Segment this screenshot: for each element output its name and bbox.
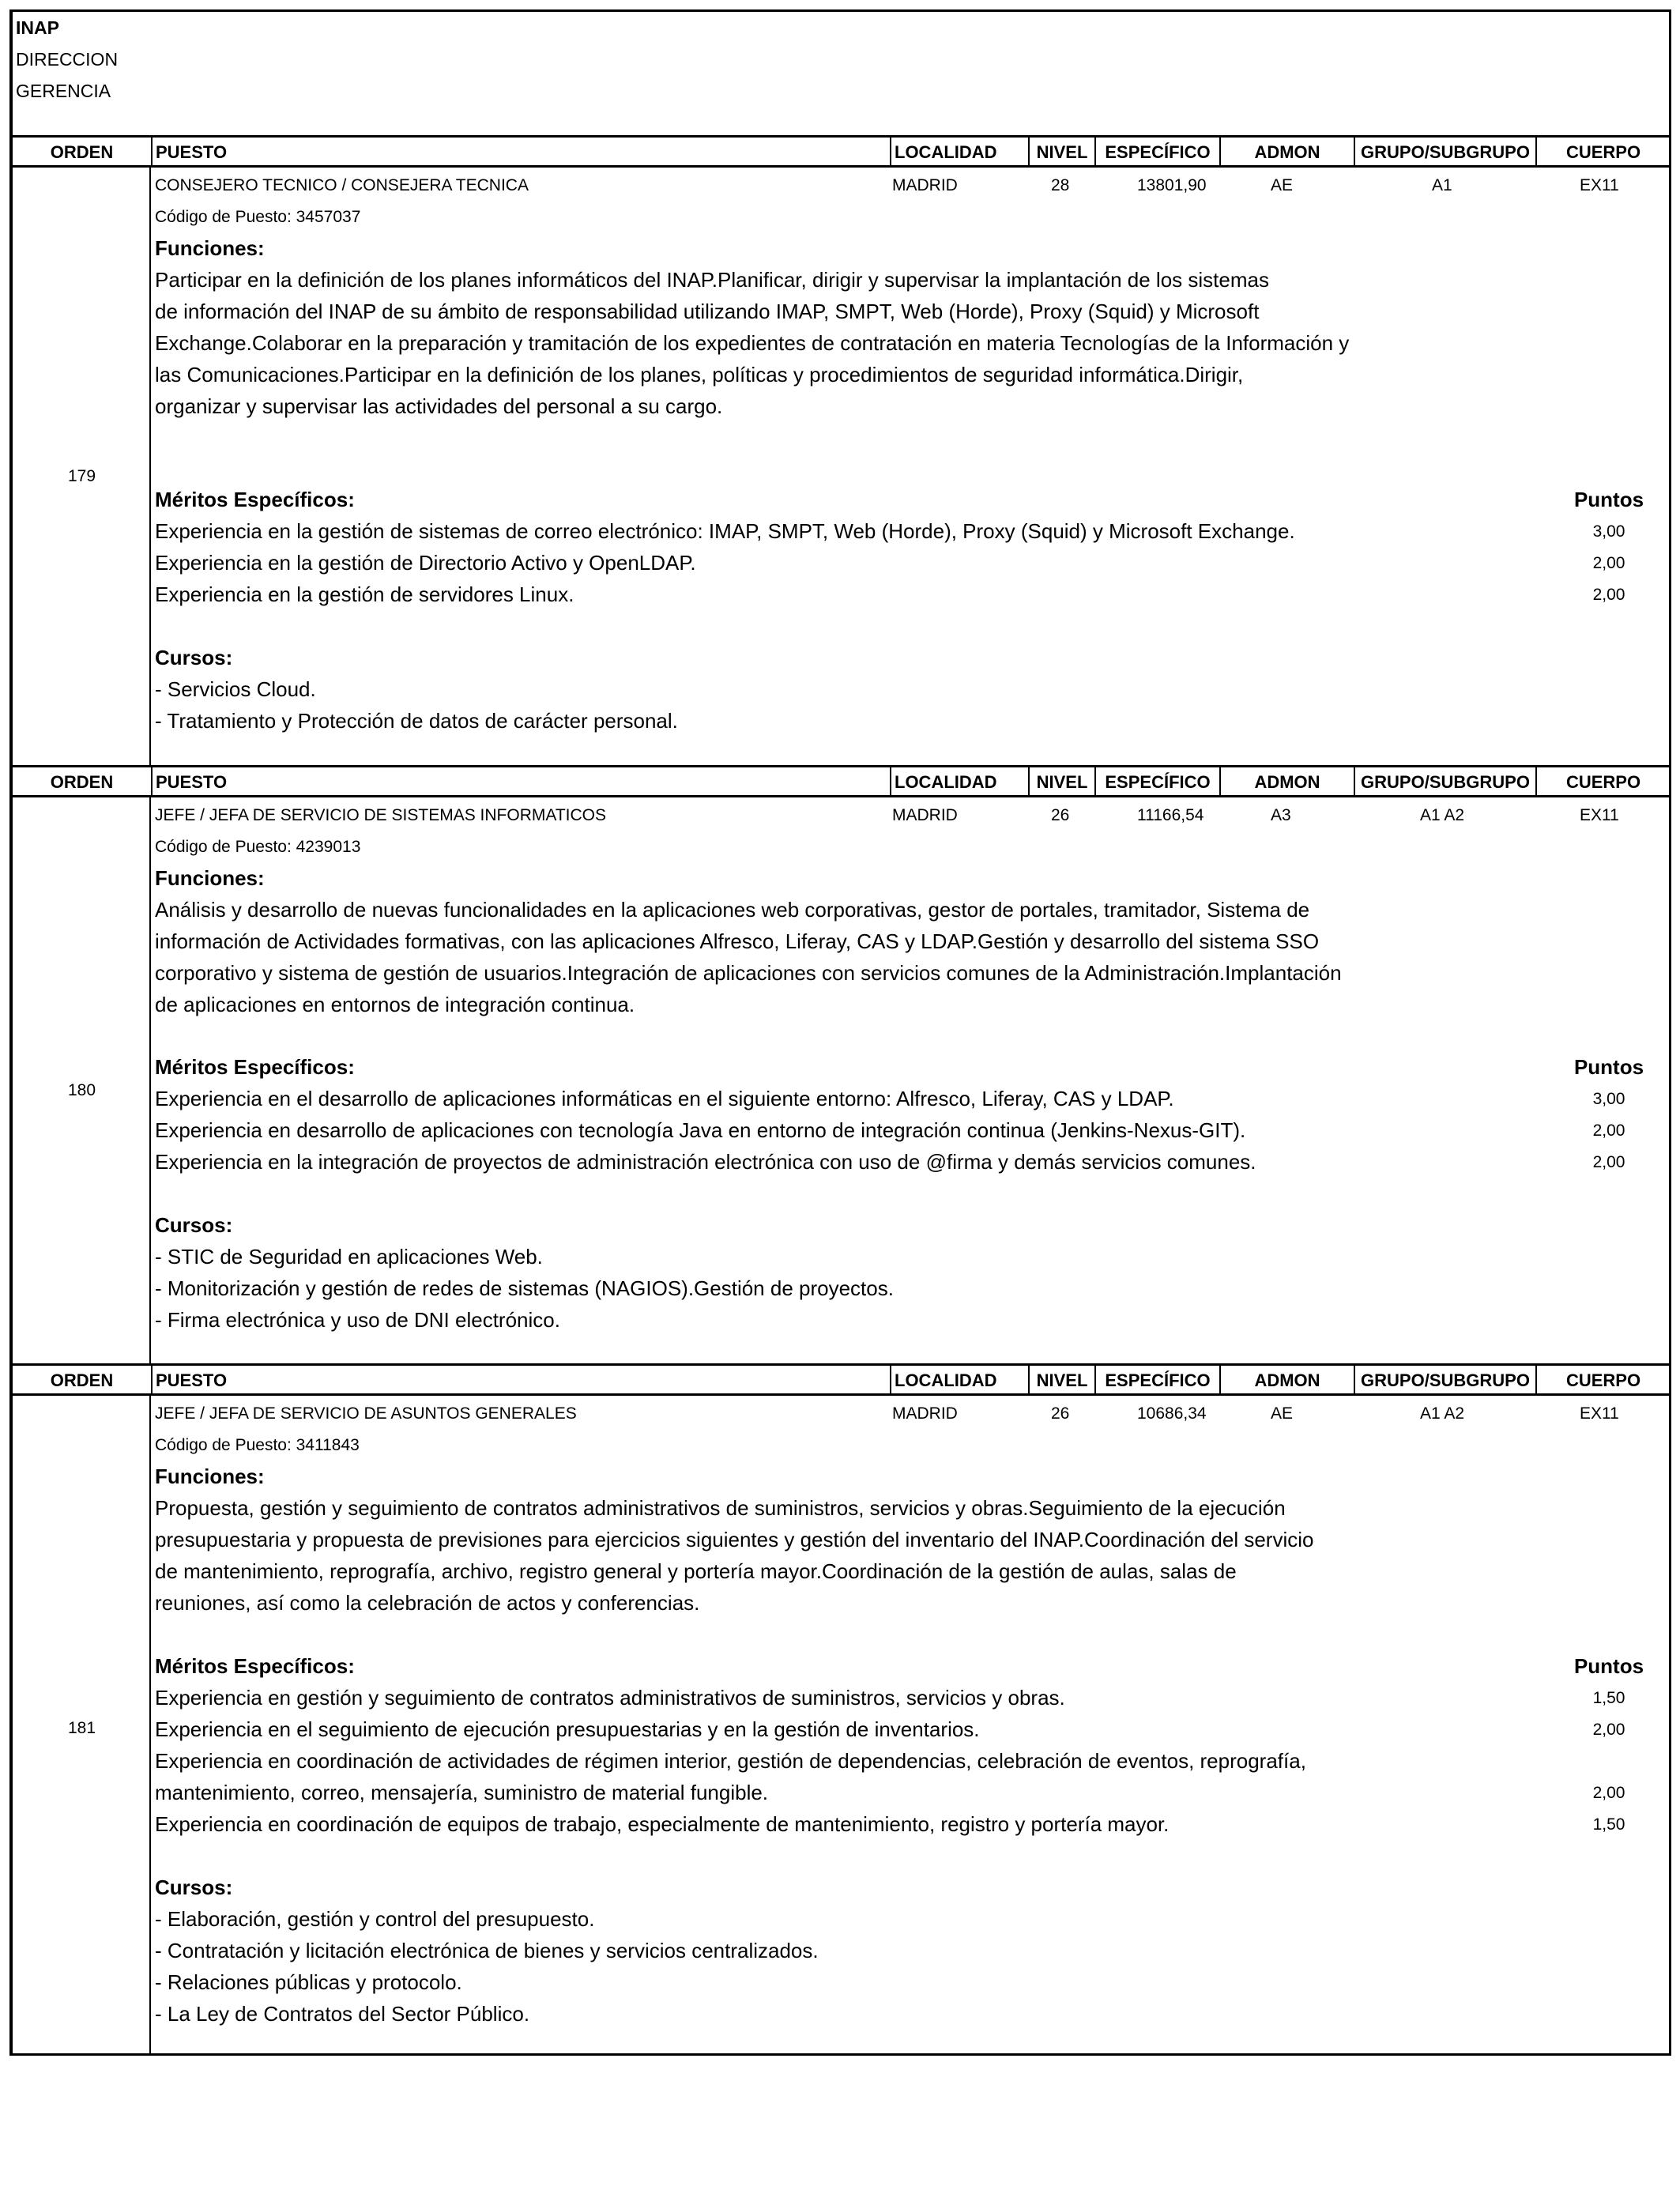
header-grupo: GRUPO/SUBGRUPO: [1354, 138, 1535, 165]
curso-item: - Monitorización y gestión de redes de sistemas (NAGIOS).Gestión de proyectos.: [155, 1276, 894, 1300]
header-orden: ORDEN: [50, 772, 114, 792]
localidad: MADRID: [892, 1404, 958, 1423]
curso-item: - Relaciones públicas y protocolo.: [155, 1970, 462, 1994]
org-name: INAP: [16, 17, 59, 38]
column-header-row: [13, 1363, 1669, 1396]
merito-text: Experiencia en gestión y seguimiento de contratos administrativos de suministros, servicios y obras.: [155, 1686, 1065, 1710]
merito-text: mantenimiento, correo, mensajería, suministro de material fungible.: [155, 1781, 769, 1804]
cursos-label: Cursos:: [155, 646, 233, 669]
funciones-line: Análisis y desarrollo de nuevas funcionalidades en la aplicaciones web corporativas, gestor de portales, tramitador, Sistema de: [155, 898, 1310, 922]
orden-number: 181: [67, 1719, 96, 1737]
column-header-row: [13, 765, 1669, 797]
funciones-line: información de Actividades formativas, con las aplicaciones Alfresco, Liferay, CAS y LDAP.Gestión y desarrollo del sistema SSO: [155, 929, 1320, 953]
column-header-row: [13, 135, 1669, 168]
document-page: [9, 9, 1671, 2056]
header-especifico: ESPECÍFICO: [1094, 767, 1219, 795]
header-grupo: GRUPO/SUBGRUPO: [1354, 1366, 1535, 1393]
header-cuerpo: CUERPO: [1535, 1366, 1670, 1393]
admon: AE: [1271, 176, 1294, 194]
header-localidad: LOCALIDAD: [890, 138, 1030, 165]
cuerpo: EX11: [1580, 176, 1619, 194]
especifico: 13801,90: [1137, 176, 1207, 194]
header-localidad: LOCALIDAD: [890, 767, 1030, 795]
admon: AE: [1271, 1404, 1294, 1423]
localidad: MADRID: [892, 176, 958, 194]
orden-number: 180: [67, 1081, 96, 1099]
org-direccion: DIRECCION: [16, 49, 119, 70]
header-nivel: NIVEL: [1028, 1366, 1094, 1393]
header-puesto: PUESTO: [151, 138, 898, 165]
header-nivel: NIVEL: [1028, 767, 1094, 795]
merito-text: Experiencia en desarrollo de aplicaciones con tecnología Java en entorno de integración continua (Jenkins-Nexus-GIT).: [155, 1118, 1246, 1142]
funciones-line: de aplicaciones en entornos de integración continua.: [155, 993, 635, 1016]
header-especifico: ESPECÍFICO: [1094, 1366, 1219, 1393]
merito-puntos: 2,00: [1592, 1721, 1625, 1739]
cursos-label: Cursos:: [155, 1213, 233, 1237]
merito-text: Experiencia en coordinación de equipos de trabajo, especialmente de mantenimiento, registro y portería mayor.: [155, 1812, 1170, 1836]
puesto-name: CONSEJERO TECNICO / CONSEJERA TECNICA: [155, 176, 529, 194]
header-admon: ADMON: [1219, 767, 1354, 795]
funciones-line: organizar y supervisar las actividades del personal a su cargo.: [155, 394, 723, 418]
curso-item: - Elaboración, gestión y control del presupuesto.: [155, 1907, 595, 1931]
merito-text: Experiencia en el desarrollo de aplicaciones informáticas en el siguiente entorno: Alfresco, Liferay, CAS y LDAP.: [155, 1087, 1174, 1110]
funciones-label: Funciones:: [155, 236, 265, 260]
orden-number: 179: [67, 467, 96, 485]
localidad: MADRID: [892, 806, 958, 824]
orden-column: [13, 165, 151, 765]
merito-puntos: 2,00: [1592, 1122, 1625, 1140]
nivel: 26: [1051, 806, 1070, 824]
puntos-label: Puntos: [1573, 1055, 1644, 1079]
cursos-label: Cursos:: [155, 1875, 233, 1899]
especifico: 10686,34: [1137, 1404, 1207, 1423]
meritos-label: Méritos Específicos:: [155, 488, 355, 511]
header-cuerpo: CUERPO: [1535, 767, 1670, 795]
funciones-line: corporativo y sistema de gestión de usuarios.Integración de aplicaciones con servicios comunes de la Administración.Implantación: [155, 961, 1342, 985]
cuerpo: EX11: [1580, 806, 1619, 824]
merito-text: Experiencia en la integración de proyectos de administración electrónica con uso de @firma y demás servicios comunes.: [155, 1150, 1256, 1174]
merito-text: Experiencia en la gestión de servidores Linux.: [155, 582, 574, 606]
admon: A3: [1271, 806, 1291, 824]
meritos-label: Méritos Específicos:: [155, 1654, 355, 1678]
funciones-line: Propuesta, gestión y seguimiento de contratos administrativos de suministros, servicios y obras.Seguimiento de la ejecución: [155, 1496, 1286, 1520]
merito-puntos: 2,00: [1592, 1784, 1625, 1802]
header-cuerpo: CUERPO: [1535, 138, 1670, 165]
especifico: 11166,54: [1137, 806, 1204, 824]
orden-column: [13, 795, 151, 1363]
funciones-line: de información del INAP de su ámbito de responsabilidad utilizando IMAP, SMPT, Web (Horde), Proxy (Squid) y Microsoft: [155, 300, 1260, 323]
org-gerencia: GERENCIA: [16, 81, 111, 101]
funciones-line: reuniones, así como la celebración de actos y conferencias.: [155, 1591, 700, 1615]
curso-item: - Contratación y licitación electrónica de bienes y servicios centralizados.: [155, 1939, 819, 1962]
merito-text: Experiencia en la gestión de sistemas de correo electrónico: IMAP, SMPT, Web (Horde), Proxy (Squid) y Microsoft Exchange.: [155, 519, 1295, 543]
merito-puntos: 2,00: [1592, 554, 1625, 572]
header-orden: ORDEN: [50, 142, 114, 162]
header-admon: ADMON: [1219, 138, 1354, 165]
codigo-puesto: Código de Puesto: 4239013: [155, 838, 361, 856]
funciones-line: de mantenimiento, reprografía, archivo, registro general y portería mayor.Coordinación de la gestión de aulas, salas de: [155, 1559, 1237, 1583]
codigo-puesto: Código de Puesto: 3411843: [155, 1436, 360, 1454]
header-puesto: PUESTO: [151, 767, 898, 795]
funciones-label: Funciones:: [155, 866, 265, 890]
funciones-line: Exchange.Colaborar en la preparación y tramitación de los expedientes de contratación en materia Tecnologías de la Información y: [155, 331, 1350, 355]
puesto-name: JEFE / JEFA DE SERVICIO DE SISTEMAS INFORMATICOS: [155, 806, 606, 824]
curso-item: - Firma electrónica y uso de DNI electrónico.: [155, 1308, 560, 1332]
nivel: 26: [1051, 1404, 1070, 1423]
entry-180: [13, 765, 1669, 1363]
curso-item: - La Ley de Contratos del Sector Público.: [155, 2002, 530, 2026]
curso-item: - Tratamiento y Protección de datos de carácter personal.: [155, 709, 678, 733]
grupo: A1 A2: [1420, 1404, 1465, 1423]
merito-puntos: 3,00: [1592, 1090, 1625, 1108]
grupo: A1: [1432, 176, 1452, 194]
header-puesto: PUESTO: [151, 1366, 898, 1393]
funciones-line: presupuestaria y propuesta de previsiones para ejercicios siguientes y gestión del inventario del INAP.Coordinación del servicio: [155, 1528, 1314, 1551]
header-grupo: GRUPO/SUBGRUPO: [1354, 767, 1535, 795]
merito-puntos: 3,00: [1592, 522, 1625, 541]
meritos-label: Méritos Específicos:: [155, 1055, 355, 1079]
merito-text: Experiencia en coordinación de actividades de régimen interior, gestión de dependencias, celebración de eventos, reprografía,: [155, 1749, 1306, 1773]
header-especifico: ESPECÍFICO: [1094, 138, 1219, 165]
funciones-label: Funciones:: [155, 1465, 265, 1488]
puntos-label: Puntos: [1573, 488, 1644, 511]
funciones-line: Participar en la definición de los planes informáticos del INAP.Planificar, dirigir y supervisar la implantación de los sistemas: [155, 268, 1269, 292]
header-nivel: NIVEL: [1028, 138, 1094, 165]
curso-item: - Servicios Cloud.: [155, 677, 316, 701]
org-header: [16, 12, 118, 107]
merito-puntos: 2,00: [1592, 1153, 1625, 1171]
curso-item: - STIC de Seguridad en aplicaciones Web.: [155, 1245, 543, 1269]
nivel: 28: [1051, 176, 1070, 194]
header-localidad: LOCALIDAD: [890, 1366, 1030, 1393]
entry-181: [13, 1363, 1669, 2056]
header-admon: ADMON: [1219, 1366, 1354, 1393]
funciones-line: las Comunicaciones.Participar en la definición de los planes, políticas y procedimientos de seguridad informática.Dirigir,: [155, 363, 1244, 386]
cuerpo: EX11: [1580, 1404, 1619, 1423]
puesto-name: JEFE / JEFA DE SERVICIO DE ASUNTOS GENERALES: [155, 1404, 577, 1423]
grupo: A1 A2: [1420, 806, 1465, 824]
merito-puntos: 2,00: [1592, 586, 1625, 604]
puntos-label: Puntos: [1573, 1654, 1644, 1678]
merito-text: Experiencia en el seguimiento de ejecución presupuestarias y en la gestión de inventarios.: [155, 1717, 980, 1741]
merito-puntos: 1,50: [1592, 1689, 1625, 1707]
header-orden: ORDEN: [50, 1370, 114, 1390]
merito-puntos: 1,50: [1592, 1815, 1625, 1834]
codigo-puesto: Código de Puesto: 3457037: [155, 208, 361, 226]
merito-text: Experiencia en la gestión de Directorio Activo y OpenLDAP.: [155, 551, 696, 575]
entry-179: [13, 135, 1669, 765]
